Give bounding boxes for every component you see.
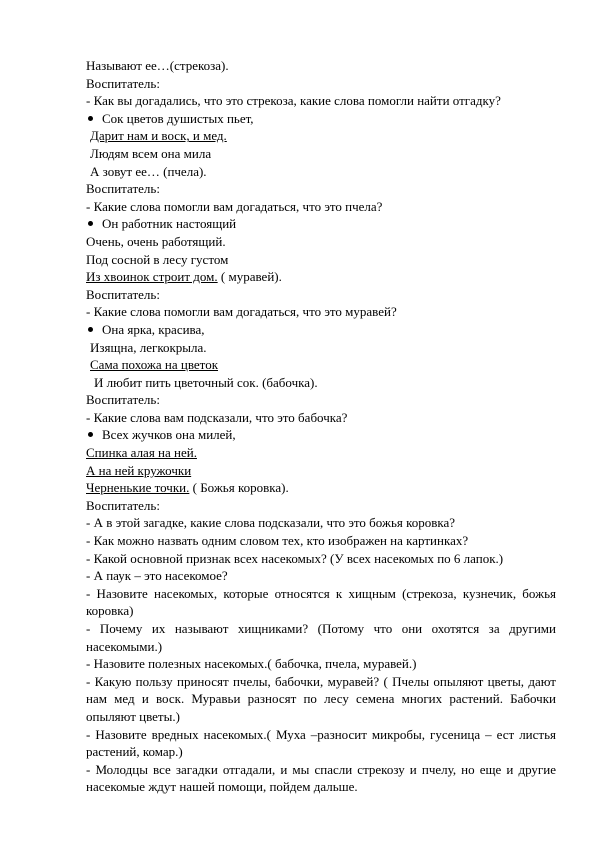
riddle-text: Сок цветов душистых пьет, (102, 110, 254, 126)
question-line: - Какие слова помогли вам догадаться, что это муравей? (86, 304, 397, 320)
question-line: - Какие слова вам подсказали, что это бабочка? (86, 409, 348, 425)
document-page (86, 57, 556, 796)
riddle-underlined-text: Черненькие точки. (86, 480, 190, 496)
riddle-line: Очень, очень работящий. (86, 233, 226, 249)
bullet-icon (88, 432, 93, 437)
riddle-line: И любит пить цветочный сок. (бабочка). (94, 374, 318, 390)
question-line: - Какой основной признак всех насекомых? (У всех насекомых по 6 лапок.) (86, 550, 504, 566)
riddle-answer: ( Божья коровка). (189, 480, 289, 496)
speaker-label: Воспитатель: (86, 392, 160, 408)
riddle-bullet-line (86, 426, 556, 444)
riddle-bullet-line (86, 321, 556, 339)
question-line: - Как вы догадались, что это стрекоза, какие слова помогли найти отгадку? (86, 93, 501, 109)
question-paragraph: - Назовите вредных насекомых.( Муха –разносит микробы, гусеница – ест листья растений, комар.) (86, 726, 556, 760)
speaker-label: Воспитатель: (86, 286, 160, 302)
riddle-underlined-text: Из хвоинок строит дом. (86, 269, 218, 285)
question-paragraph: - Назовите полезных насекомых.( бабочка, пчела, муравей.) (86, 656, 417, 672)
question-line: - А в этой загадке, какие слова подсказали, что это божья коровка? (86, 515, 456, 531)
riddle-line (86, 268, 556, 286)
riddle-line: Изящна, легкокрыла. (90, 339, 207, 355)
riddle-text: Она ярка, красива, (102, 321, 205, 337)
riddle-text: Всех жучков она милей, (102, 427, 236, 443)
bullet-icon (88, 221, 93, 226)
riddle-line: Людям всем она мила (90, 145, 212, 161)
riddle-line-underlined: А на ней кружочки (86, 462, 192, 478)
bullet-icon (88, 327, 93, 332)
riddle-line-underlined: Сама похожа на цветок (90, 357, 219, 373)
question-line: - Как можно назвать одним словом тех, кто изображен на картинках? (86, 533, 469, 549)
riddle-line: Под сосной в лесу густом (86, 251, 229, 267)
speaker-label: Воспитатель: (86, 181, 160, 197)
riddle-bullet-line (86, 110, 556, 128)
text-line: Называют ее…(стрекоза). (86, 58, 229, 73)
riddle-bullet-line (86, 215, 556, 233)
riddle-line (86, 479, 556, 497)
riddle-line: А зовут ее… (пчела). (90, 163, 207, 179)
closing-paragraph: - Молодцы все загадки отгадали, и мы спасли стрекозу и пчелу, но еще и другие насекомые ждут нашей помощи, пойдем дальше. (86, 761, 556, 795)
speaker-label: Воспитатель: (86, 497, 160, 513)
question-paragraph: - Какую пользу приносят пчелы, бабочки, муравей? ( Пчелы опыляют цветы, дают нам мед и воск. Муравьи разносят по лесу семена многих растений. Бабочки опыляют цветы.) (86, 673, 556, 724)
question-line: - А паук – это насекомое? (86, 568, 228, 584)
question-paragraph: - Назовите насекомых, которые относятся к хищным (стрекоза, кузнечик, божья коровка) (86, 585, 556, 619)
riddle-answer: ( муравей). (217, 269, 282, 285)
question-paragraph: - Почему их называют хищниками? (Потому что они охотятся за другими насекомыми.) (86, 621, 556, 654)
riddle-text: Он работник настоящий (102, 216, 237, 232)
speaker-label: Воспитатель: (86, 75, 160, 91)
riddle-line-underlined: Дарит нам и воск, и мед. (90, 128, 227, 144)
bullet-icon (88, 116, 93, 121)
question-line: - Какие слова помогли вам догадаться, что это пчела? (86, 198, 383, 214)
riddle-line-underlined: Спинка алая на ней. (86, 445, 197, 461)
